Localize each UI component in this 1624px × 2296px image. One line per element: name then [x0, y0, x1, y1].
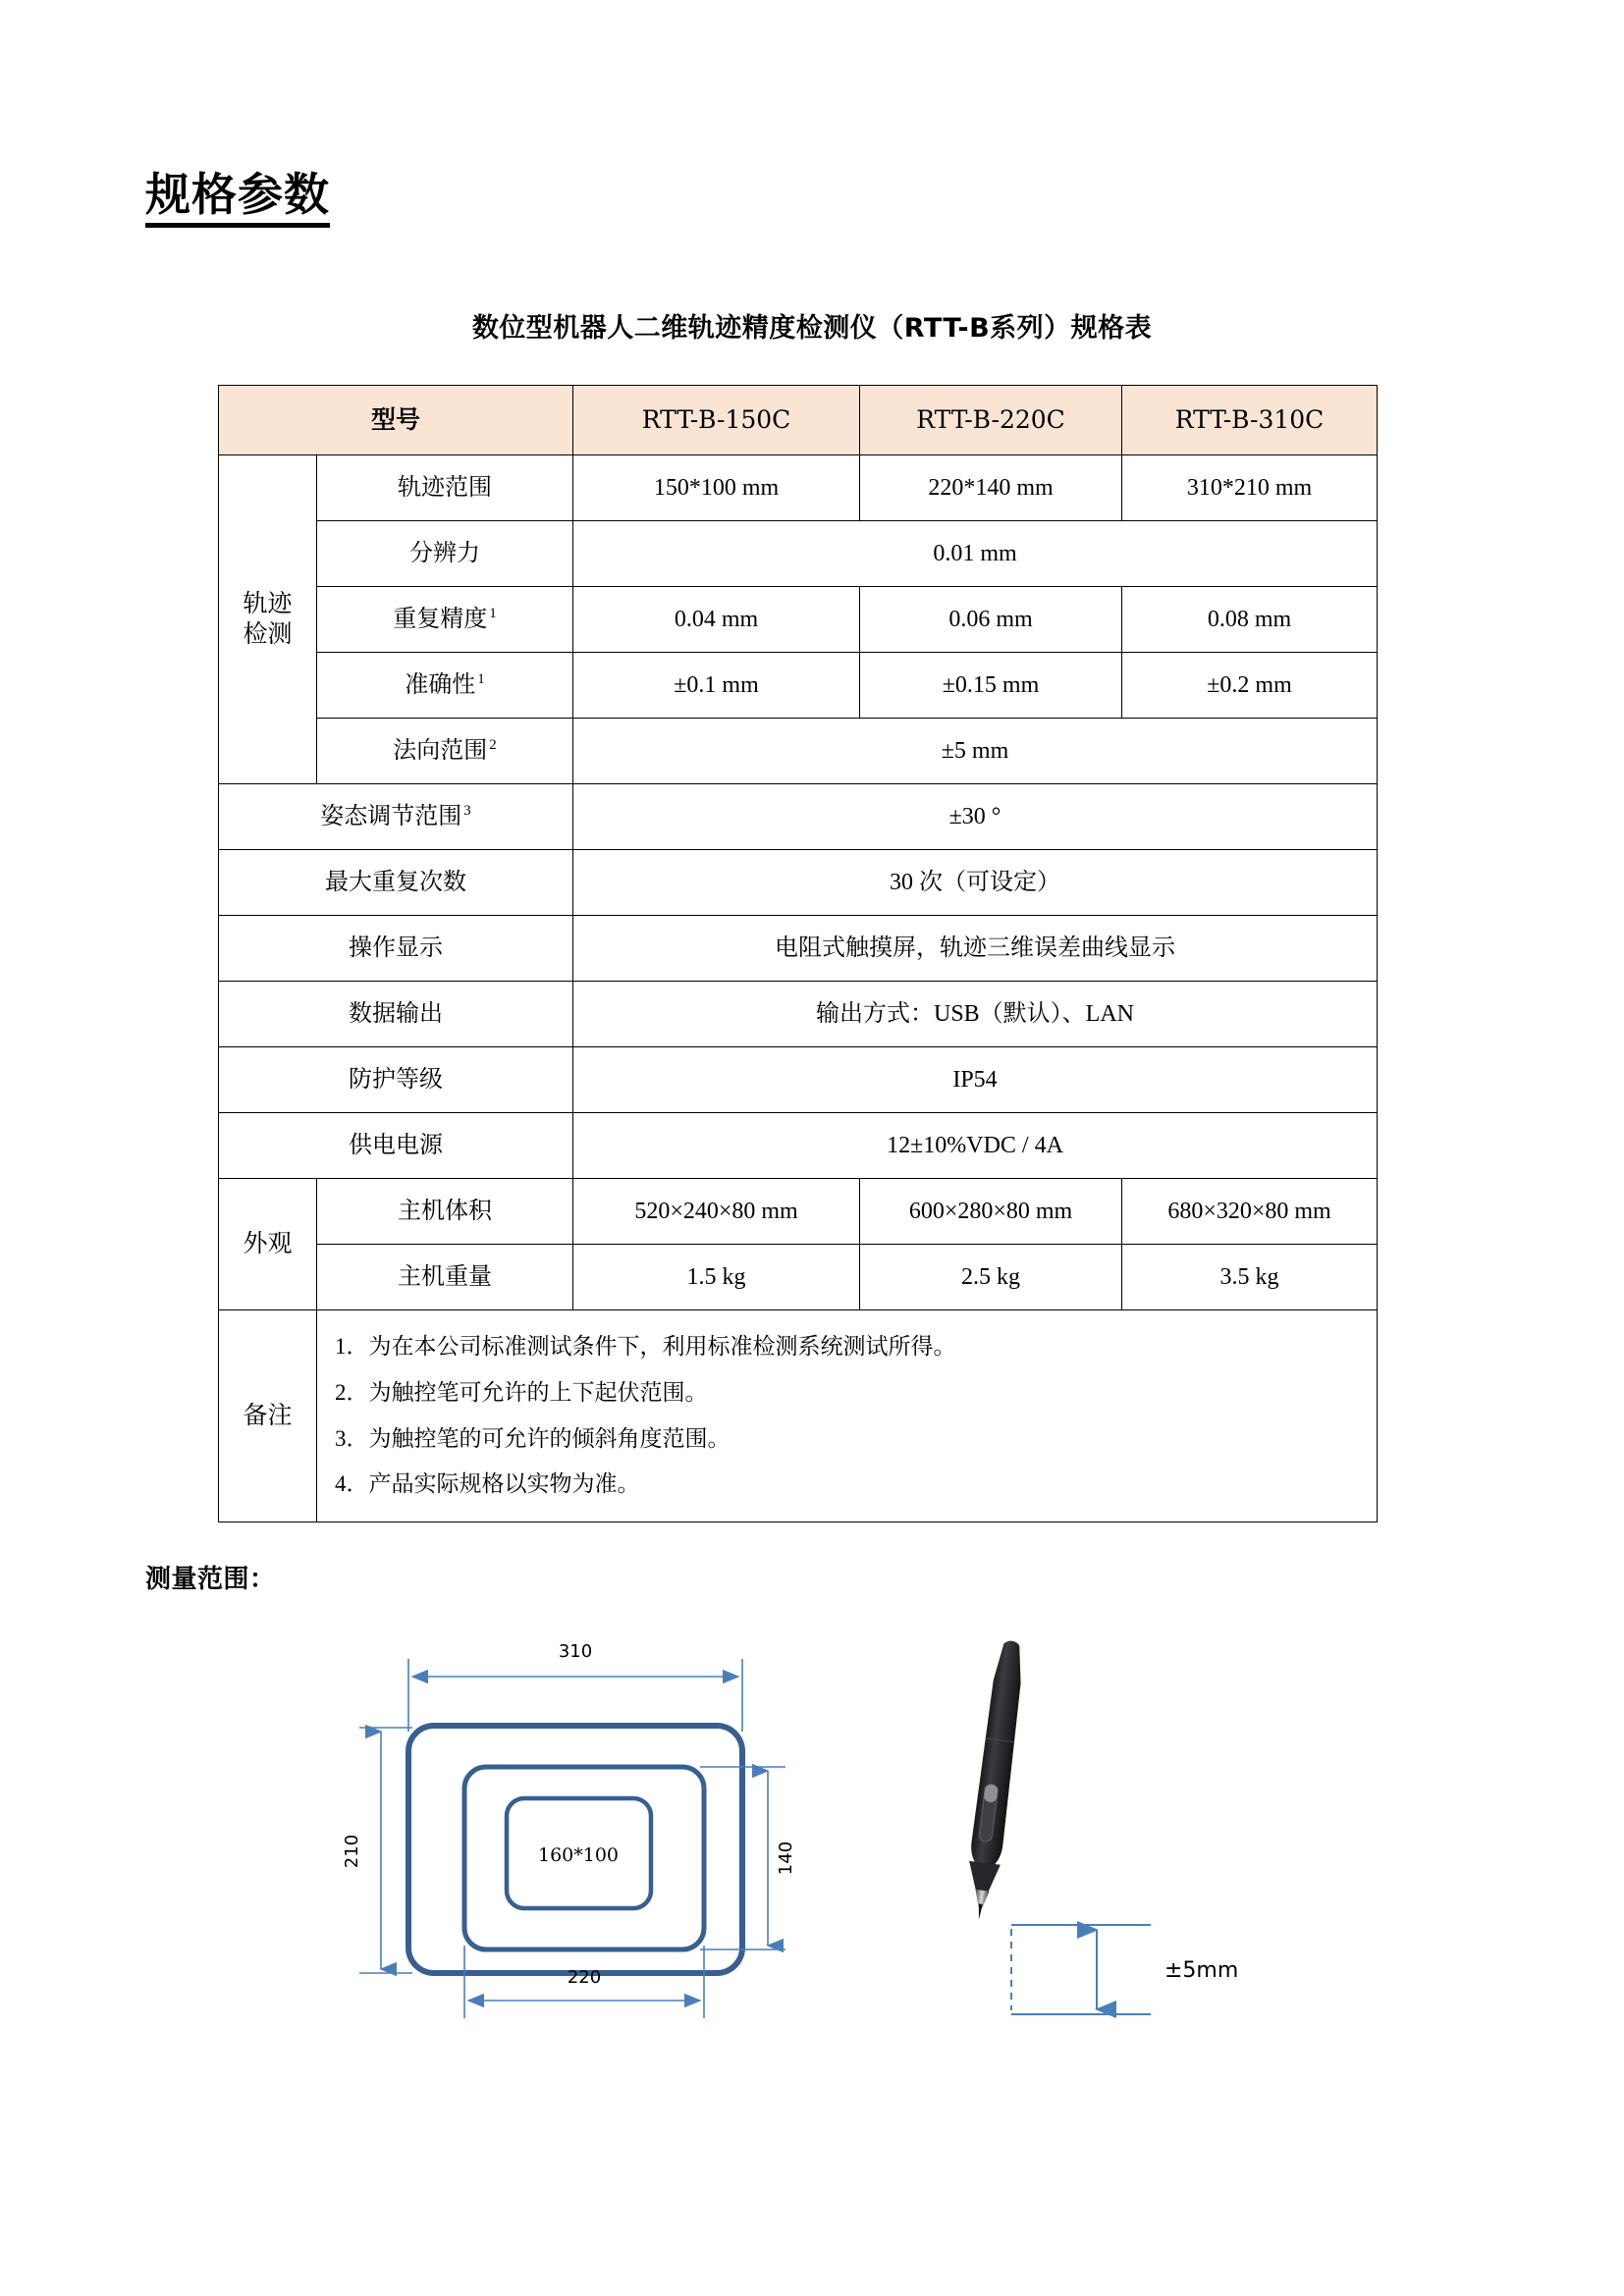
stylus-pen-icon: [962, 1639, 1028, 1922]
cell-normal-range-value: ±5 mm: [573, 719, 1378, 784]
cell-max-repeats-value: 30 次（可设定）: [573, 850, 1378, 916]
cell-protection-value: IP54: [573, 1047, 1378, 1113]
dimension-label-right: 140: [776, 1841, 796, 1876]
table-row: [219, 982, 1378, 1047]
row-label-protection: 防护等级: [219, 1047, 573, 1113]
group-label-appearance: 外观: [219, 1179, 317, 1310]
footnote-marker: 2: [489, 737, 497, 753]
row-label-data-output: 数据输出: [219, 982, 573, 1047]
cell-accuracy-310c: ±0.2 mm: [1122, 653, 1378, 719]
footnote-marker: 1: [489, 606, 497, 621]
row-label-repeatability: [317, 587, 573, 653]
footnote-marker: 3: [463, 803, 471, 819]
table-row: [219, 850, 1378, 916]
row-label-accuracy: [317, 653, 573, 719]
measurement-range-heading: 测量范围：: [145, 1565, 276, 1594]
header-model-220c: RTT-B-220C: [860, 386, 1122, 455]
note-item: 4．产品实际规格以实物为准。: [335, 1471, 640, 1497]
cell-host-weight-150c: 1.5 kg: [573, 1245, 860, 1310]
dimension-top-310: [408, 1659, 742, 1732]
row-label-range: 轨迹范围: [317, 455, 573, 521]
row-label-accuracy-text: 准确性: [405, 672, 476, 698]
cell-data-output-value: 输出方式：USB（默认）、LAN: [573, 982, 1378, 1047]
table-row: [219, 1113, 1378, 1179]
table-row: [219, 784, 1378, 850]
note-item: 1．为在本公司标准测试条件下，利用标准检测系统测试所得。: [335, 1334, 956, 1359]
table-row: [219, 1047, 1378, 1113]
group-label-line-1: 轨迹: [243, 590, 293, 617]
group-label-notes: 备注: [219, 1310, 317, 1522]
table-row: [219, 653, 1378, 719]
cell-range-150c: 150*100 mm: [573, 455, 860, 521]
cell-host-volume-150c: 520×240×80 mm: [573, 1179, 860, 1245]
row-label-repeatability-text: 重复精度: [393, 607, 488, 632]
table-row: [219, 916, 1378, 982]
note-item: 2．为触控笔可允许的上下起伏范围。: [335, 1379, 708, 1405]
inner-area-label: 160*100: [537, 1844, 620, 1866]
cell-resolution-value: 0.01 mm: [573, 521, 1378, 587]
row-label-host-volume: 主机体积: [317, 1179, 573, 1245]
row-label-operation-display: 操作显示: [219, 916, 573, 982]
row-label-attitude-range: [219, 784, 573, 850]
dimension-label-left: 210: [342, 1834, 362, 1869]
cell-host-weight-310c: 3.5 kg: [1122, 1245, 1378, 1310]
table-row: [219, 521, 1378, 587]
dimension-label-bottom: 220: [567, 1967, 602, 1988]
header-model-label: 型号: [219, 386, 573, 455]
table-row: [219, 719, 1378, 784]
pen-tolerance-dimension: [1011, 1925, 1151, 2014]
cell-repeatability-150c: 0.04 mm: [573, 587, 860, 653]
cell-power-value: 12±10%VDC / 4A: [573, 1113, 1378, 1179]
cell-operation-display-value: 电阻式触摸屏，轨迹三维误差曲线显示: [573, 916, 1378, 982]
cell-host-volume-220c: 600×280×80 mm: [860, 1179, 1122, 1245]
row-label-max-repeats: 最大重复次数: [219, 850, 573, 916]
header-model-150c: RTT-B-150C: [573, 386, 860, 455]
footnote-marker: 1: [477, 671, 485, 687]
cell-attitude-range-value: ±30 °: [573, 784, 1378, 850]
table-header-row: [219, 386, 1378, 455]
specification-table: [218, 385, 1378, 1522]
measurement-range-diagram: [324, 1618, 1335, 2030]
dimension-label-top: 310: [558, 1641, 593, 1662]
notes-cell: [317, 1310, 1378, 1522]
row-label-resolution: 分辨力: [317, 521, 573, 587]
row-label-attitude-range-text: 姿态调节范围: [320, 804, 462, 829]
page-title: 规格参数: [145, 172, 330, 228]
cell-repeatability-220c: 0.06 mm: [860, 587, 1122, 653]
table-row: [219, 1245, 1378, 1310]
row-label-power: 供电电源: [219, 1113, 573, 1179]
cell-accuracy-220c: ±0.15 mm: [860, 653, 1122, 719]
row-label-normal-range-text: 法向范围: [393, 738, 488, 764]
cell-range-310c: 310*210 mm: [1122, 455, 1378, 521]
cell-repeatability-310c: 0.08 mm: [1122, 587, 1378, 653]
table-caption: 数位型机器人二维轨迹精度检测仪（RTT-B系列）规格表: [471, 313, 1153, 344]
row-label-host-weight: 主机重量: [317, 1245, 573, 1310]
group-label-line-2: 检测: [243, 621, 293, 648]
note-item: 3．为触控笔的可允许的倾斜角度范围。: [335, 1425, 731, 1451]
cell-range-220c: 220*140 mm: [860, 455, 1122, 521]
table-row: [219, 1179, 1378, 1245]
pen-tolerance-label: ±5mm: [1164, 1958, 1239, 1983]
row-label-normal-range: [317, 719, 573, 784]
table-row: [219, 587, 1378, 653]
table-row-notes: [219, 1310, 1378, 1522]
table-row: [219, 455, 1378, 521]
dimension-left-210: [359, 1728, 412, 1973]
cell-host-weight-220c: 2.5 kg: [860, 1245, 1122, 1310]
group-label-trajectory: [219, 455, 317, 784]
header-model-310c: RTT-B-310C: [1122, 386, 1378, 455]
cell-host-volume-310c: 680×320×80 mm: [1122, 1179, 1378, 1245]
cell-accuracy-150c: ±0.1 mm: [573, 653, 860, 719]
